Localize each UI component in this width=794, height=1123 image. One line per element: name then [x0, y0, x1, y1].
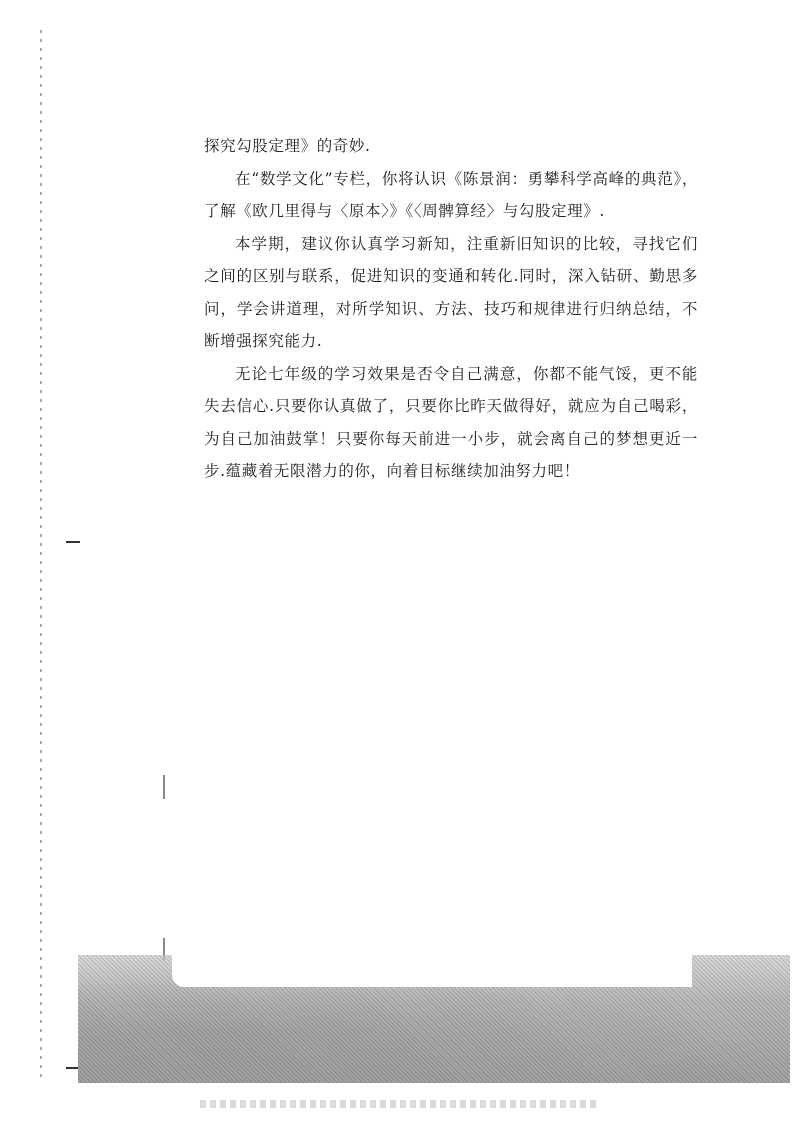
binding-edge [40, 30, 42, 1080]
paragraph-encouragement: 无论七年级的学习效果是否令自己满意，你都不能气馁，更不能失去信心.只要你认真做了，只要你比昨天做得好，就应为自己喝彩，为自己加油鼓掌！只要你每天前进一小步，就会离自己的梦想更近一步.蕴藏着无限潜力的你，向着目标继续加油努力吧！ [204, 364, 698, 480]
margin-mark [66, 541, 80, 543]
bleed-through-text [200, 1100, 600, 1108]
paragraph-study-advice: 本学期，建议你认真学习新知，注重新旧知识的比较，寻找它们之间的区别与联系，促进知识的变通和转化.同时，深入钻研、勤思多问，学会讲道理，对所学知识、方法、技巧和规律进行归纳总结，不断增强探究能力. [204, 234, 698, 350]
margin-mark [66, 1067, 78, 1069]
scan-speck [163, 775, 165, 799]
paragraph-continuation: 探究勾股定理》的奇妙. [204, 137, 371, 155]
paragraph-math-culture: 在“数学文化”专栏，你将认识《陈景润：勇攀科学高峰的典范》，了解《欧几里得与〈原本〉》《〈周髀算经〉与勾股定理》. [204, 169, 698, 220]
body-text [204, 130, 698, 488]
scan-shadow-edge [172, 955, 692, 987]
